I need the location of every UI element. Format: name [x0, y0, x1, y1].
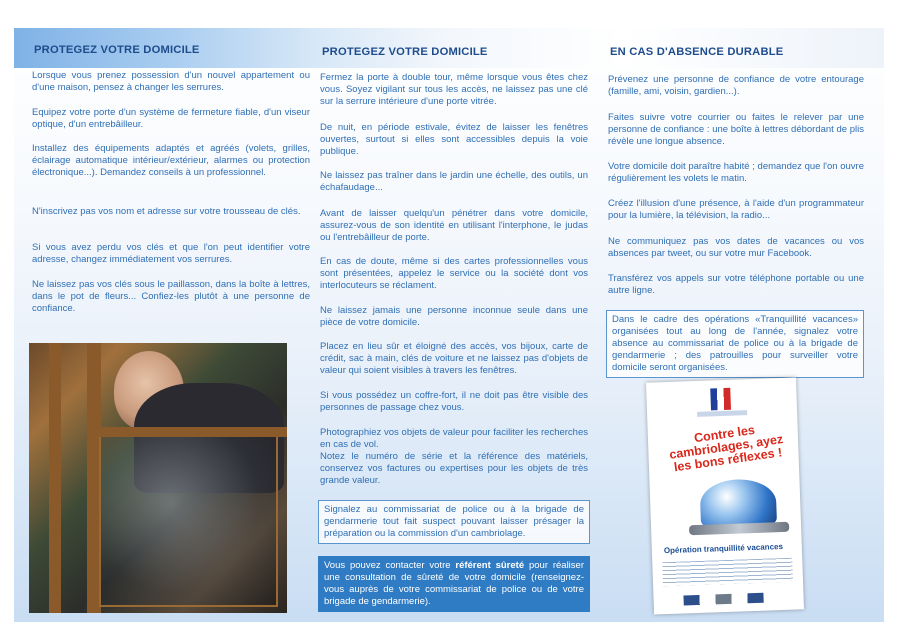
paragraph: Avant de laisser quelqu'un pénétrer dans votre domicile, assurez-vous de son identité en utilisant l'interphone, le judas ou l'entrebâilleur de porte. — [320, 208, 588, 243]
report-suspicious-box: Signalez au commissariat de police ou à la brigade de gendarmerie tout fait suspect pouvant laisser présager la préparation ou la commission d'un cambriolage. — [318, 500, 590, 544]
paragraph: Photographiez vos objets de valeur pour faciliter les recherches en cas de vol. — [320, 427, 588, 450]
paragraph: Transférez vos appels sur votre téléphone portable ou une autre ligne. — [608, 273, 864, 296]
paragraph: Notez le numéro de série et la référence des matériels, conservez vos factures ou expertises pour les objets de très grande valeur. — [320, 451, 588, 486]
photo-burglar-broken-window — [29, 343, 287, 613]
siren-light-icon — [699, 478, 777, 529]
tranquility-vacation-box: Dans le cadre des opérations «Tranquillité vacances» organisées tout au long de l'année, signalez votre absence au commissariat de police ou à la brigade de gendarmerie ; des patrouilles pour surveiller votre domicile seront organisées. — [606, 310, 864, 378]
partner-logos-icon — [683, 593, 763, 606]
paragraph: De nuit, en période estivale, évitez de laisser les fenêtres ouvertes, surtout si elles sont accessibles depuis la voie publique. — [320, 122, 588, 157]
paragraph: Ne laissez pas vos clés sous le paillasson, dans la boîte à lettres, dans le pot de fleurs... Confiez-les plutôt à une personne de confiance. — [32, 279, 310, 314]
security-referent-box — [318, 556, 590, 612]
box-text: pour réaliser une consultation de sûreté de votre domicile (renseignez-vous auprès de votre commissariat de police ou de votre brigade de gendarmerie). — [324, 560, 584, 607]
paragraph: Fermez la porte à double tour, même lorsque vous êtes chez vous. Soyez vigilant sur tous les accès, ne laissez pas une clé sur la serrure intérieure d'une porte vitrée. — [320, 72, 588, 107]
paragraph: N'inscrivez pas vos nom et adresse sur votre trousseau de clés. — [32, 206, 301, 217]
leaflet-sheet — [14, 28, 884, 622]
paragraph: Placez en lieu sûr et éloigné des accès, vos bijoux, carte de crédit, sac à main, clés de voiture et ne laissez pas d'objets de valeur qui soient visibles à travers les fenêtres. — [320, 341, 588, 376]
column-heading: PROTEGEZ VOTRE DOMICILE — [34, 44, 200, 56]
paragraph: En cas de doute, même si des cartes professionnelles vous sont présentées, appelez le service ou la société dont vos interlocuteurs se réclament. — [320, 256, 588, 291]
brochure-subtitle: Opération tranquillité vacances — [663, 542, 784, 556]
box-text-bold: référent sûreté — [455, 560, 525, 571]
paragraph: Si vous possédez un coffre-fort, il ne doit pas être visible des personnes de passage chez vous. — [320, 390, 588, 413]
column-heading: PROTEGEZ VOTRE DOMICILE — [322, 46, 488, 58]
paragraph: Equipez votre porte d'un système de fermeture fiable, d'un viseur optique, d'un entrebâilleur. — [32, 107, 310, 130]
republique-logo-icon — [710, 388, 731, 411]
paragraph: Installez des équipements adaptés et agréés (volets, grilles, éclairage automatique intérieur/extérieur, alarmes ou protection électronique...). Demandez conseils à un professionnel. — [32, 143, 310, 178]
paragraph: Votre domicile doit paraître habité ; demandez que l'on ouvre régulièrement les volets le matin. — [608, 161, 864, 184]
paragraph: Prévenez une personne de confiance de votre entourage (famille, ami, voisin, gardien...). — [608, 74, 864, 97]
paragraph: Faites suivre votre courrier ou faites le relever par une personne de confiance : une boîte à lettres débordant de plis révèle une longue absence. — [608, 112, 864, 147]
paragraph: Si vous avez perdu vos clés et que l'on peut identifier votre adresse, changez immédiatement vos serrures. — [32, 242, 310, 265]
brochure-title: Contre les cambriolages, ayez les bons réflexes ! — [668, 422, 784, 475]
column-heading: EN CAS D'ABSENCE DURABLE — [610, 46, 784, 58]
paragraph: Lorsque vous prenez possession d'un nouvel appartement ou d'une maison, pensez à changer les serrures. — [32, 70, 310, 93]
paragraph: Ne laissez pas traîner dans le jardin une échelle, des outils, un échafaudage... — [320, 170, 588, 193]
paragraph: Ne communiquez pas vos dates de vacances ou vos absences par tweet, ou sur votre mur Facebook. — [608, 236, 864, 259]
brochure-cover-image — [646, 377, 804, 614]
paragraph: Créez l'illusion d'une présence, à l'aide d'un programmateur pour la lumière, la télévision, la radio... — [608, 198, 864, 221]
box-text: Vous pouvez contacter votre — [324, 560, 456, 571]
paragraph: Ne laissez jamais une personne inconnue seule dans une pièce de votre domicile. — [320, 305, 588, 328]
